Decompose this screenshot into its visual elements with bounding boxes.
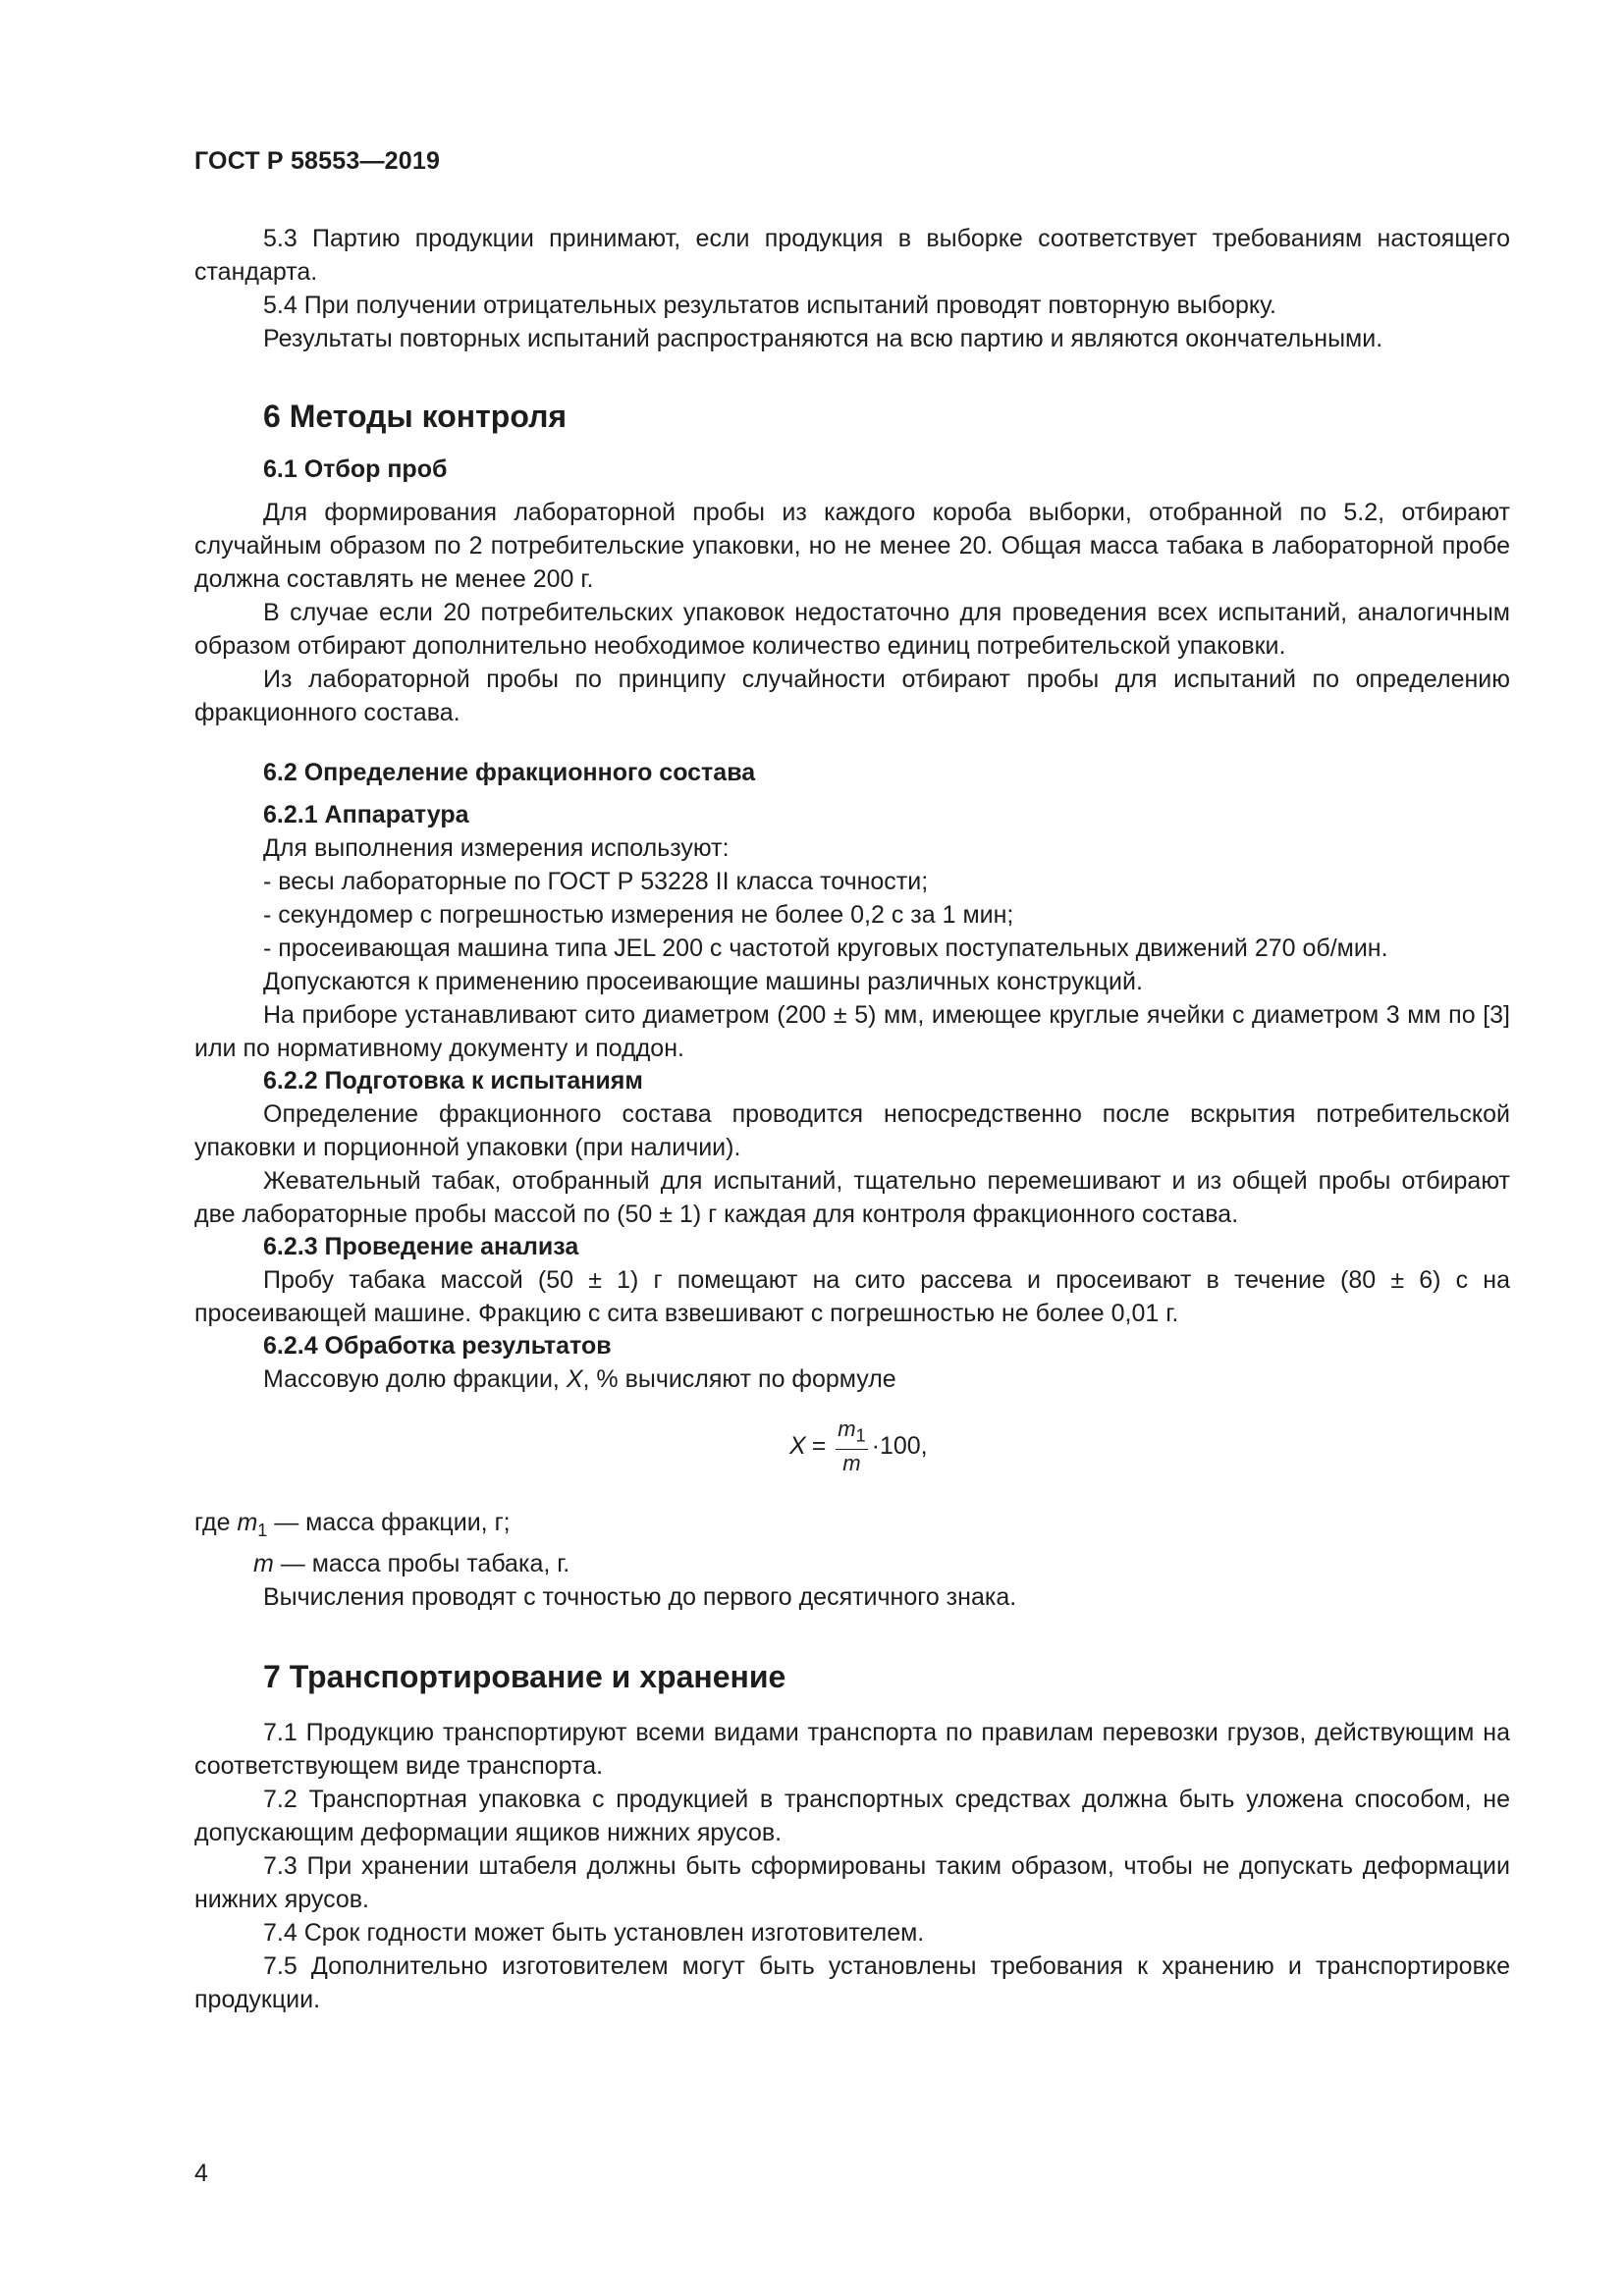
paragraph-6-2-2-1: Определение фракционного состава проводится непосредственно после вскрытия потребительской упаковки и порционной упаковки (при наличии). — [194, 1100, 1510, 1161]
paragraph-6-2-2-2: Жевательный табак, отобранный для испытаний, тщательно перемешивают и из общей пробы отбирают две лабораторные пробы массой по (50 ± 1) г каждая для контроля фракционного состава. — [194, 1167, 1510, 1228]
where-line-2 — [194, 1547, 1510, 1580]
paragraph-sieve: На приборе устанавливают сито диаметром (200 ± 5) мм, имеющее круглые ячейки с диаметром 3 мм по [3] или по нормативному документу и поддон. — [194, 1001, 1510, 1062]
formula-numerator — [836, 1415, 867, 1450]
where-line-1 — [194, 1506, 1510, 1547]
paragraph-5-3: 5.3 Партию продукции принимают, если продукция в выборке соответствует требованиям настоящего стандарта. — [194, 225, 1510, 286]
paragraph-6-2-3-1: Пробу табака массой (50 ± 1) г помещают на сито рассева и просеивают в течение (80 ± 6) с на просеивающей машине. Фракцию с сита взвешивают с погрешностью не более 0,01 г. — [194, 1266, 1510, 1327]
paragraph-5-4: 5.4 При получении отрицательных результатов испытаний проводят повторную выборку. — [263, 292, 1277, 319]
page-content — [194, 222, 1510, 2016]
apparatus-item: - просеивающая машина типа JEL 200 с частотой круговых поступательных движений 270 об/мин. — [263, 934, 1388, 962]
paragraph-allowed-machines: Допускаются к применению просеивающие машины различных конструкций. — [263, 968, 1143, 995]
paragraph-precision: Вычисления проводят с точностью до первого десятичного знака. — [263, 1583, 1017, 1611]
formula-intro-text-end: , % вычисляют по формуле — [582, 1365, 896, 1393]
where-variable-2: m — [253, 1550, 274, 1577]
document-header: ГОСТ Р 58553—2019 — [194, 147, 441, 175]
apparatus-intro: Для выполнения измерения используют: — [263, 834, 730, 862]
formula-intro — [194, 1362, 1510, 1396]
formula-block — [194, 1406, 1510, 1496]
numerator-variable: m — [838, 1416, 856, 1441]
formula-tail: ·100, — [871, 1432, 928, 1461]
where-text-1: — масса фракции, г; — [267, 1509, 511, 1536]
section-6-2-4-title: 6.2.4 Обработка результатов — [263, 1332, 612, 1360]
apparatus-item: - весы лабораторные по ГОСТ Р 53228 II класса точности; — [263, 868, 929, 895]
section-6-2-1-title: 6.2.1 Аппаратура — [263, 801, 469, 828]
formula-intro-variable: X — [566, 1365, 583, 1393]
where-text-2: — масса пробы табака, г. — [273, 1550, 570, 1577]
section-6-2-3-title: 6.2.3 Проведение анализа — [263, 1233, 579, 1260]
where-prefix: где — [194, 1509, 238, 1536]
fraction-formula — [789, 1415, 928, 1477]
paragraph-7-3: 7.3 При хранении штабеля должны быть сформированы таким образом, чтобы не допускать деформации нижних ярусов. — [194, 1852, 1510, 1913]
paragraph-6-1-3: Из лабораторной пробы по принципу случайности отбирают пробы для испытаний по определению фракционного состава. — [194, 666, 1510, 726]
paragraph-6-1-2: В случае если 20 потребительских упаковок недостаточно для проведения всех испытаний, аналогичным образом отбирают дополнительно необходимое количество единиц потребительской упаковки. — [194, 599, 1510, 660]
formula-equals: = — [811, 1432, 827, 1461]
formula-intro-text: Массовую долю фракции, — [263, 1365, 567, 1393]
paragraph-5-4-results: Результаты повторных испытаний распространяются на всю партию и являются окончательными. — [263, 325, 1383, 352]
section-6-2-2-title: 6.2.2 Подготовка к испытаниям — [263, 1067, 643, 1095]
formula-lhs: X — [789, 1432, 806, 1461]
page-number: 4 — [194, 2160, 208, 2187]
where-subscript-1: 1 — [257, 1521, 268, 1540]
formula-denominator: m — [842, 1451, 861, 1476]
apparatus-item: - секундомер с погрешностью измерения не более 0,2 с за 1 мин; — [263, 901, 1014, 929]
paragraph-7-1: 7.1 Продукцию транспортируют всеми видами транспорта по правилам перевозки грузов, действующим на соответствующем виде транспорта. — [194, 1719, 1510, 1780]
section-6-2-title: 6.2 Определение фракционного состава — [263, 759, 756, 786]
where-variable-1: m — [237, 1509, 258, 1536]
formula-fraction — [836, 1415, 867, 1477]
numerator-subscript: 1 — [855, 1425, 866, 1446]
paragraph-7-2: 7.2 Транспортная упаковка с продукцией в транспортных средствах должна быть уложена способом, не допускающим деформации ящиков нижних ярусов. — [194, 1786, 1510, 1846]
section-6-1-title: 6.1 Отбор проб — [263, 455, 448, 483]
paragraph-7-5: 7.5 Дополнительно изготовителем могут быть установлены требования к хранению и транспортировке продукции. — [194, 1952, 1510, 2013]
paragraph-6-1-1: Для формирования лабораторной пробы из каждого короба выборки, отобранной по 5.2, отбирают случайным образом по 2 потребительские упаковки, но не менее 20. Общая масса табака в лабораторной пробе должна составлять не менее 200 г. — [194, 499, 1510, 593]
section-6-title: 6 Методы контроля — [263, 399, 568, 434]
section-7-title: 7 Транспортирование и хранение — [263, 1659, 786, 1694]
paragraph-7-4: 7.4 Срок годности может быть установлен изготовителем. — [263, 1919, 925, 1947]
